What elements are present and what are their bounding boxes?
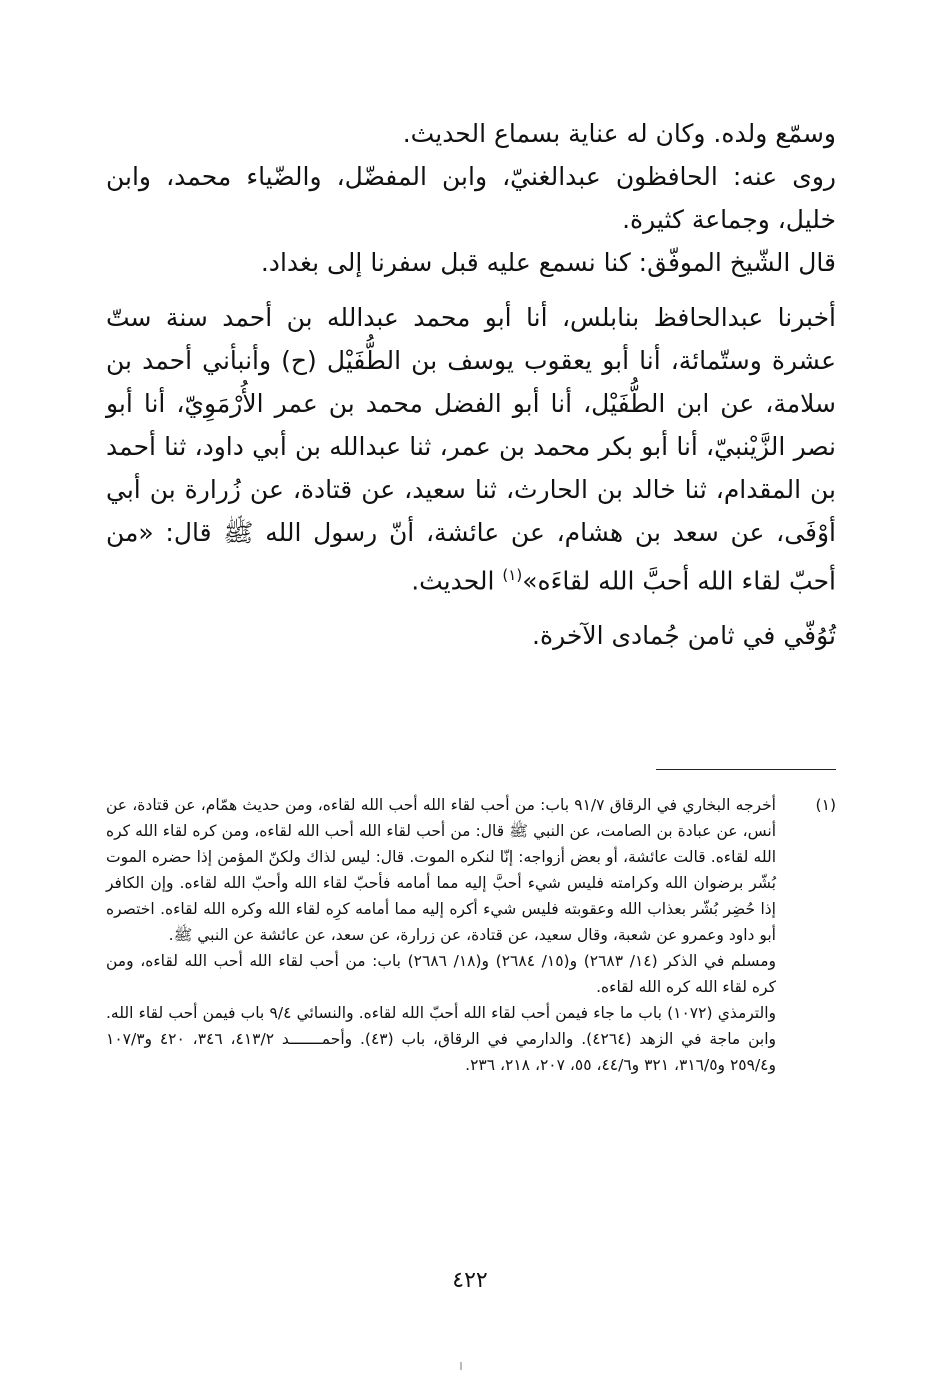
footnote-divider — [656, 769, 836, 770]
paragraph-narrators: روى عنه: الحافظون عبدالغنيّ، وابن المفضّل، والضّياء محمد، وابن خليل، وجماعة كثيرة. — [106, 162, 836, 234]
paragraph-death-date: تُوُفّي في ثامن جُمادى الآخرة. — [532, 621, 836, 651]
footnote-item — [106, 792, 836, 1078]
main-text — [106, 112, 836, 657]
footnote-ref: (١) — [502, 566, 523, 584]
paragraph-isnad — [106, 296, 836, 602]
isnad-ending: الحديث. — [411, 566, 503, 596]
footnote-bukhari: أخرجه البخاري في الرقاق ٩١/٧ باب: من أحب لقاء الله أحب الله لقاءه، ومن حديث همّام، عن قتادة، عن أنس، عن عبادة بن الصامت، عن النبي ﷺ قال: من أحب لقاء الله أحب الله لقاءه، ومن كره لقاء الله كره الله لقاءه. قالت عائشة، أو بعض أزواجه: إنّا لنكره الموت. قال: ليس لذاك ولكنّ المؤمن إذا حضره الموت بُشّر برضوان الله وكرامته فليس شيء أحبَّ إليه مما أمامه فأحبّ لقاء الله وأحبّ الله لقاءه. وإن الكافر إذا حُضِر بُشّر بعذاب الله وعقوبته فليس شيء أكره إليه مما أمامه كرِه لقاء الله وكره الله لقاءه. اختصره أبو داود وعمرو عن شعبة، وقال سعيد، عن قتادة، عن زرارة، عن سعد، عن عائشة عن النبي ﷺ. — [106, 796, 776, 944]
isnad-text: أخبرنا عبدالحافظ بنابلس، أنا أبو محمد عبدالله بن أحمد سنة ستّ عشرة وستّمائة، أنا أبو يعقوب يوسف بن الطُّفَيْل (ح) وأنبأني أحمد بن سلامة، عن ابن الطُّفَيْل، أنا أبو الفضل محمد بن عمر الأُرْمَوِيّ، أنا أبو نصر الزَّيْنبيّ، أنا أبو بكر محمد بن عمر، ثنا عبدالله بن أبي داود، ثنا أحمد بن المقدام، ثنا خالد بن الحارث، ثنا سعيد، عن قتادة، عن زُرارة بن أبي أوْفَى، عن سعد بن هشام، عن عائشة، أنّ رسول الله ﷺ قال: «من أحبّ لقاء الله أحبَّ الله لقاءَه» — [106, 303, 836, 596]
paragraph-muwaffaq: قال الشّيخ الموفّق: كنا نسمع عليه قبل سفرنا إلى بغداد. — [260, 248, 836, 277]
page-number: ٤٢٢ — [452, 1268, 488, 1293]
paragraph-sama: وسمّع ولده. وكان له عناية بسماع الحديث. — [402, 119, 836, 148]
footnotes — [106, 792, 836, 1078]
footnote-muslim: ومسلم في الذكر (١٤/ ٢٦٨٣) و(١٥/ ٢٦٨٤) و(١٨/ ٢٦٨٦) باب: من أحب لقاء الله أحب الله لقاءه، ومن كره لقاء الله كره الله لقاءه. — [106, 952, 777, 996]
scan-mark — [460, 1362, 462, 1370]
footnote-number: (١) — [815, 796, 836, 814]
footnote-tirmidhi: والترمذي (١٠٧٢) باب ما جاء فيمن أحب لقاء الله أحبّ الله لقاءه. والنسائي ٩/٤ باب فيمن أحب لقاء الله. وابن ماجة في الزهد (٤٢٦٤). والدارمي في الرقاق، باب (٤٣). وأحمـــــــد ٤١٣/٢، ٣٤٦، ٤٢٠ و١٠٧/٣ و٢٥٩/٤ و٣١٦/٥، ٣٢١ و٤٤/٦، ٥٥، ٢٠٧، ٢١٨، ٢٣٦. — [106, 1004, 777, 1074]
